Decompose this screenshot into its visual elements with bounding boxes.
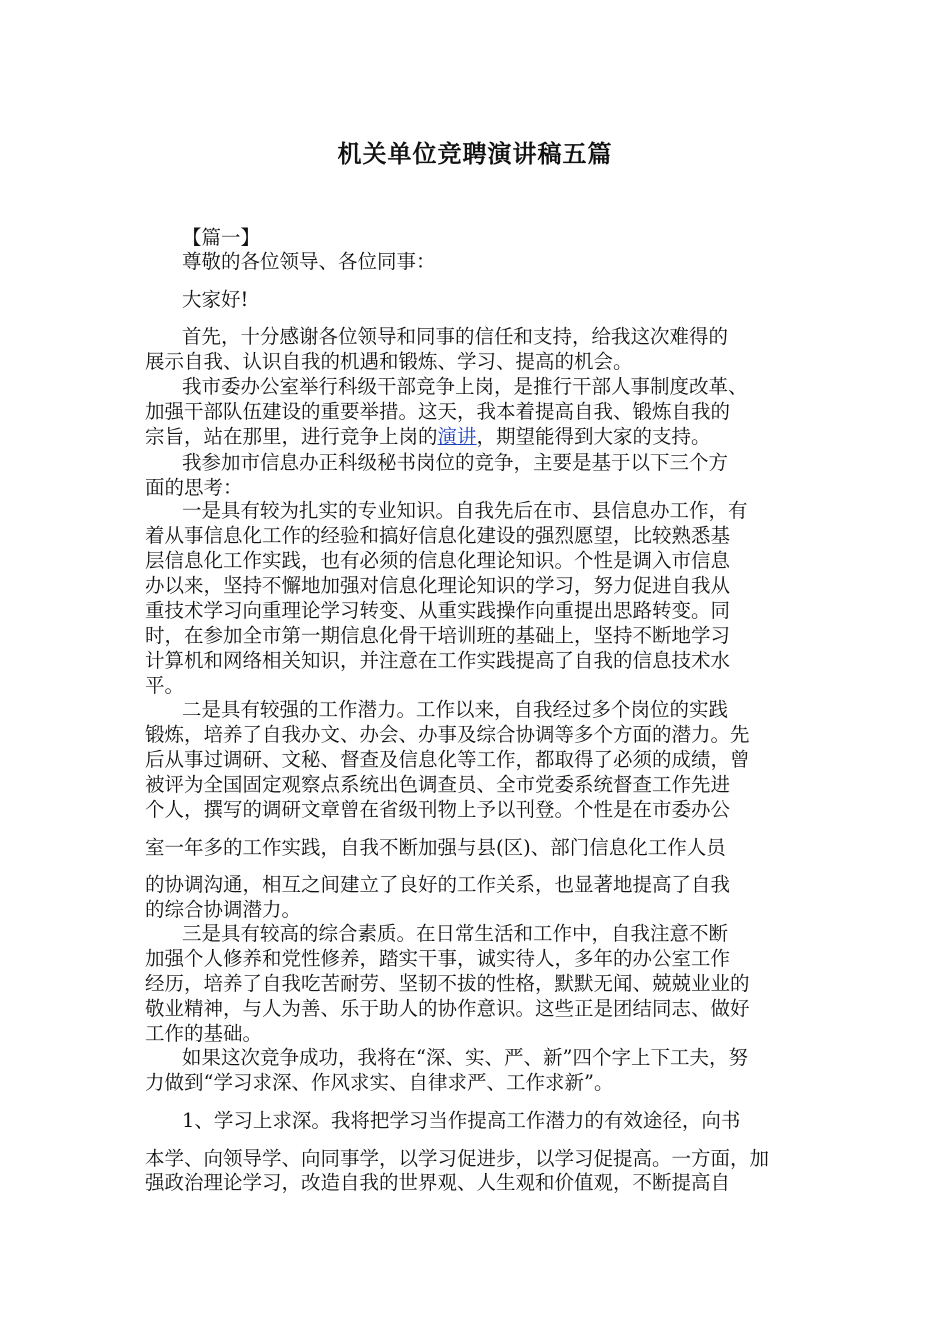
paragraph-text: 宗旨，站在那里，进行竞争上岗的 — [145, 425, 438, 448]
paragraph-line: 个人，撰写的调研文章曾在省级刊物上予以刊登。个性是在市委办公 — [145, 798, 731, 821]
paragraph-line: 本学、向领导学、向同事学，以学习促进步，以学习促提高。一方面，加 — [145, 1147, 770, 1170]
paragraph-line: 重技术学习向重理论学习转变、从重实践操作向重提出思路转变。同 — [145, 599, 731, 622]
paragraph-line: 的综合协调潜力。 — [145, 898, 302, 921]
paragraph-line: 被评为全国固定观察点系统出色调查员、全市党委系统督查工作先进 — [145, 773, 731, 796]
paragraph-line: 敬业精神，与人为善、乐于助人的协作意识。这些正是团结同志、做好 — [145, 997, 750, 1020]
paragraph-line: 的协调沟通，相互之间建立了良好的工作关系，也显著地提高了自我 — [145, 873, 731, 896]
paragraph-line: 强政治理论学习，改造自我的世界观、人生观和价值观，不断提高自 — [145, 1171, 731, 1194]
paragraph-line: 经历，培养了自我吃苦耐劳、坚韧不拔的性格，默默无闻、兢兢业业的 — [145, 972, 750, 995]
paragraph-line: 加强个人修养和党性修养，踏实干事，诚实待人，多年的办公室工作 — [145, 947, 731, 970]
paragraph-line: 室一年多的工作实践，自我不断加强与县(区)、部门信息化工作人员 — [145, 836, 726, 859]
salutation: 尊敬的各位领导、各位同事： — [182, 250, 436, 273]
paragraph-line — [145, 425, 711, 449]
greeting: 大家好! — [182, 288, 249, 311]
paragraph-line: 我参加市信息办正科级秘书岗位的竞争，主要是基于以下三个方 — [182, 451, 729, 474]
paragraph-line: 加强干部队伍建设的重要举措。这天，我本着提高自我、锻炼自我的 — [145, 400, 731, 423]
paragraph-line: 1、学习上求深。我将把学习当作提高工作潜力的有效途径，向书 — [182, 1109, 741, 1132]
paragraph-line: 工作的基础。 — [145, 1022, 263, 1045]
paragraph-line: 后从事过调研、文秘、督查及信息化等工作，都取得了必须的成绩，曾 — [145, 748, 750, 771]
paragraph-line: 如果这次竞争成功，我将在“深、实、严、新”四个字上下工夫，努 — [182, 1046, 748, 1069]
paragraph-line: 着从事信息化工作的经验和搞好信息化建设的强烈愿望，比较熟悉基 — [145, 524, 731, 547]
paragraph-text: ，期望能得到大家的支持。 — [476, 425, 711, 448]
paragraph-line: 办以来，坚持不懈地加强对信息化理论知识的学习，努力促进自我从 — [145, 574, 731, 597]
paragraph-line: 二是具有较强的工作潜力。工作以来，自我经过多个岗位的实践 — [182, 698, 729, 721]
paragraph-line: 三是具有较高的综合素质。在日常生活和工作中，自我注意不断 — [182, 922, 729, 945]
paragraph-line: 首先，十分感谢各位领导和同事的信任和支持，给我这次难得的 — [182, 325, 729, 348]
paragraph-line: 力做到“学习求深、作风求实、自律求严、工作求新”。 — [145, 1071, 614, 1094]
paragraph-line: 面的思考： — [145, 476, 243, 499]
paragraph-line: 一是具有较为扎实的专业知识。自我先后在市、县信息办工作，有 — [182, 499, 748, 522]
paragraph-line: 平。 — [145, 674, 185, 697]
speech-link[interactable]: 演讲 — [437, 425, 477, 448]
section-heading: 【篇一】 — [182, 226, 261, 249]
paragraph-line: 展示自我、认识自我的机遇和锻炼、学习、提高的机会。 — [145, 350, 633, 373]
paragraph-line: 我市委办公室举行科级干部竞争上岗，是推行干部人事制度改革、 — [182, 375, 748, 398]
paragraph-line: 层信息化工作实践，也有必须的信息化理论知识。个性是调入市信息 — [145, 549, 731, 572]
paragraph-line: 时，在参加全市第一期信息化骨干培训班的基础上，坚持不断地学习 — [145, 624, 731, 647]
paragraph-line: 计算机和网络相关知识，并注意在工作实践提高了自我的信息技术水 — [145, 649, 731, 672]
document-title: 机关单位竞聘演讲稿五篇 — [337, 139, 613, 168]
paragraph-line: 锻炼，培养了自我办文、办会、办事及综合协调等多个方面的潜力。先 — [145, 723, 750, 746]
